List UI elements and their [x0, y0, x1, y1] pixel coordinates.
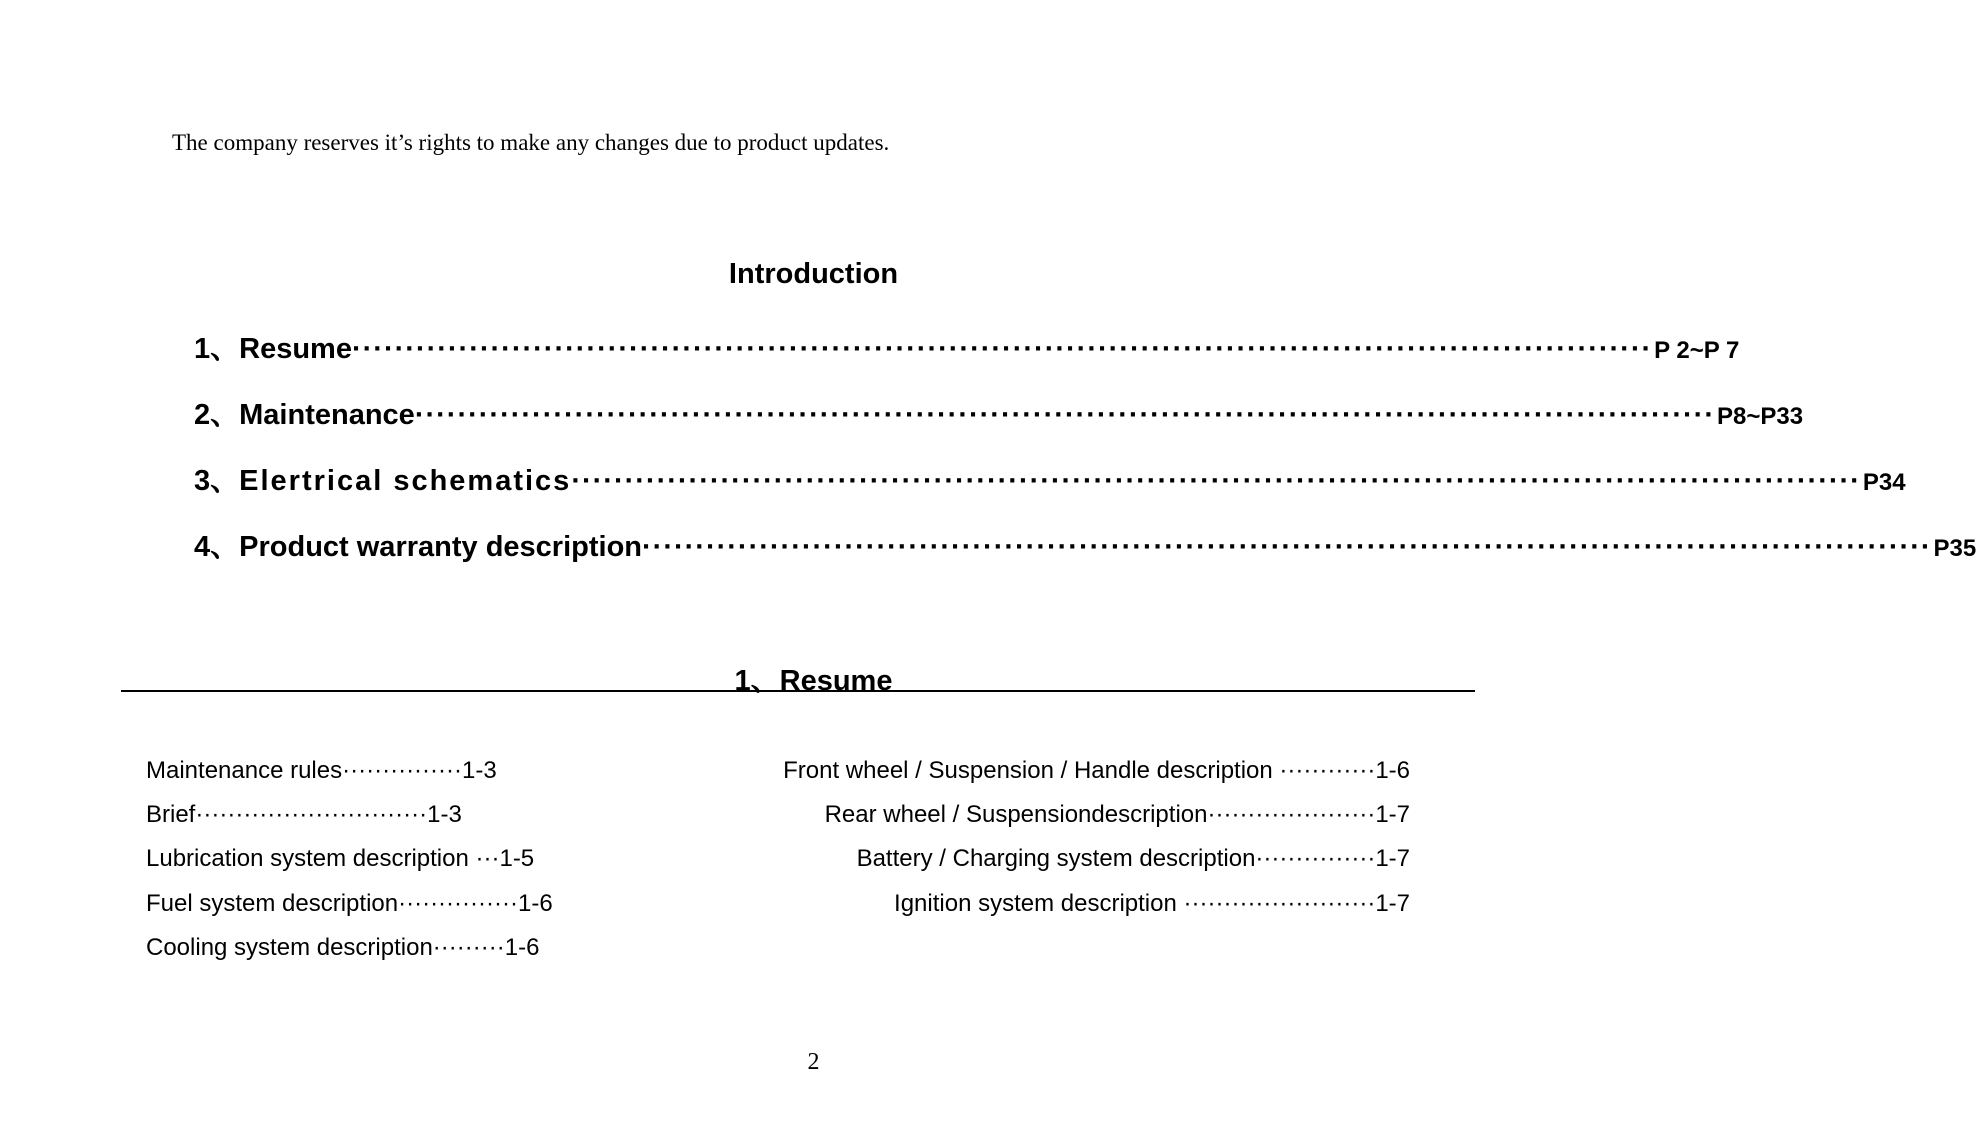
introduction-heading: Introduction: [728, 258, 899, 290]
toc-entry-page: P 2~P 7: [1654, 337, 1740, 364]
toc-entry-number: 2、: [194, 399, 240, 431]
toc-leader-dots: ···············: [342, 757, 463, 784]
toc-entry-label: Resume: [239, 333, 352, 365]
resume-entry-page: 1-7: [1375, 845, 1410, 872]
toc-entry-label: Product warranty description: [239, 531, 642, 563]
resume-entry-label: Fuel system description: [146, 890, 399, 917]
toc-entry-number: 4、: [194, 531, 240, 563]
resume-entry-label: Ignition system description: [894, 890, 1184, 917]
toc-entry-label: Maintenance: [239, 399, 415, 431]
toc-leader-dots: ·····················: [1207, 801, 1376, 828]
toc-leader-dots: ························: [1183, 890, 1376, 917]
toc-entry-maintenance[interactable]: [194, 392, 1804, 432]
toc-leader-dots: ·························································································································: [571, 465, 1861, 497]
toc-leader-dots: ···: [475, 845, 500, 872]
toc-entry-label: Elertrical schematics: [239, 465, 572, 497]
resume-entry-label: Front wheel / Suspension / Handle description: [783, 757, 1280, 784]
resume-entry-page: 1-7: [1375, 890, 1410, 917]
toc-leader-dots: ·········: [432, 934, 505, 961]
resume-entry-front-wheel[interactable]: [783, 757, 1410, 791]
resume-entry-label: Lubrication system description: [146, 845, 476, 872]
toc-leader-dots: ···············: [1255, 845, 1376, 872]
resume-entry-label: Rear wheel / Suspensiondescription: [824, 801, 1208, 828]
toc-leader-dots: ·························································································································: [642, 531, 1932, 563]
resume-entry-battery-charging[interactable]: [857, 845, 1410, 879]
copyright-notice: The company reserves it’s rights to make any changes due to product updates.: [172, 130, 890, 155]
resume-entry-lubrication-system[interactable]: [146, 845, 534, 879]
toc-entry-electrical-schematics[interactable]: [194, 458, 1906, 498]
resume-entry-cooling-system[interactable]: [146, 934, 539, 968]
toc-entry-number: 1、: [194, 333, 240, 365]
resume-entry-page: 1-7: [1375, 801, 1410, 828]
resume-entry-maintenance-rules[interactable]: [146, 757, 497, 791]
resume-entry-brief[interactable]: [146, 801, 462, 835]
resume-entry-label: Battery / Charging system description: [856, 845, 1256, 872]
toc-entry-page: P35: [1933, 535, 1976, 562]
resume-entry-page: 1-3: [462, 757, 497, 784]
toc-leader-dots: ·····························: [195, 801, 428, 828]
toc-entry-page: P34: [1862, 469, 1906, 496]
section-divider: [121, 690, 1475, 692]
resume-entry-label: Cooling system description: [146, 934, 433, 961]
resume-entry-page: 1-6: [517, 890, 553, 917]
resume-entry-page: 1-3: [427, 801, 462, 828]
resume-entry-page: 1-6: [504, 934, 540, 961]
toc-entry-number: 3、: [194, 465, 240, 497]
toc-leader-dots: ···············: [398, 890, 518, 917]
toc-entry-resume[interactable]: [194, 326, 1740, 366]
resume-entry-rear-wheel[interactable]: [825, 801, 1410, 835]
toc-leader-dots: ··························································································································: [414, 399, 1715, 431]
toc-entry-product-warranty[interactable]: [194, 524, 1976, 564]
resume-section-heading: 1、Resume: [734, 665, 893, 697]
toc-leader-dots: ············: [1279, 757, 1376, 784]
resume-entry-fuel-system[interactable]: [146, 890, 553, 924]
resume-entry-label: Brief: [146, 801, 196, 828]
resume-entry-label: Maintenance rules: [146, 757, 343, 784]
resume-entry-page: 1-5: [499, 845, 535, 872]
toc-leader-dots: ··························································································································: [351, 333, 1653, 365]
page-number: 2: [807, 1049, 820, 1075]
toc-entry-page: P8~P33: [1717, 403, 1804, 430]
resume-entry-ignition-system[interactable]: [894, 890, 1410, 924]
resume-entry-page: 1-6: [1375, 757, 1410, 784]
